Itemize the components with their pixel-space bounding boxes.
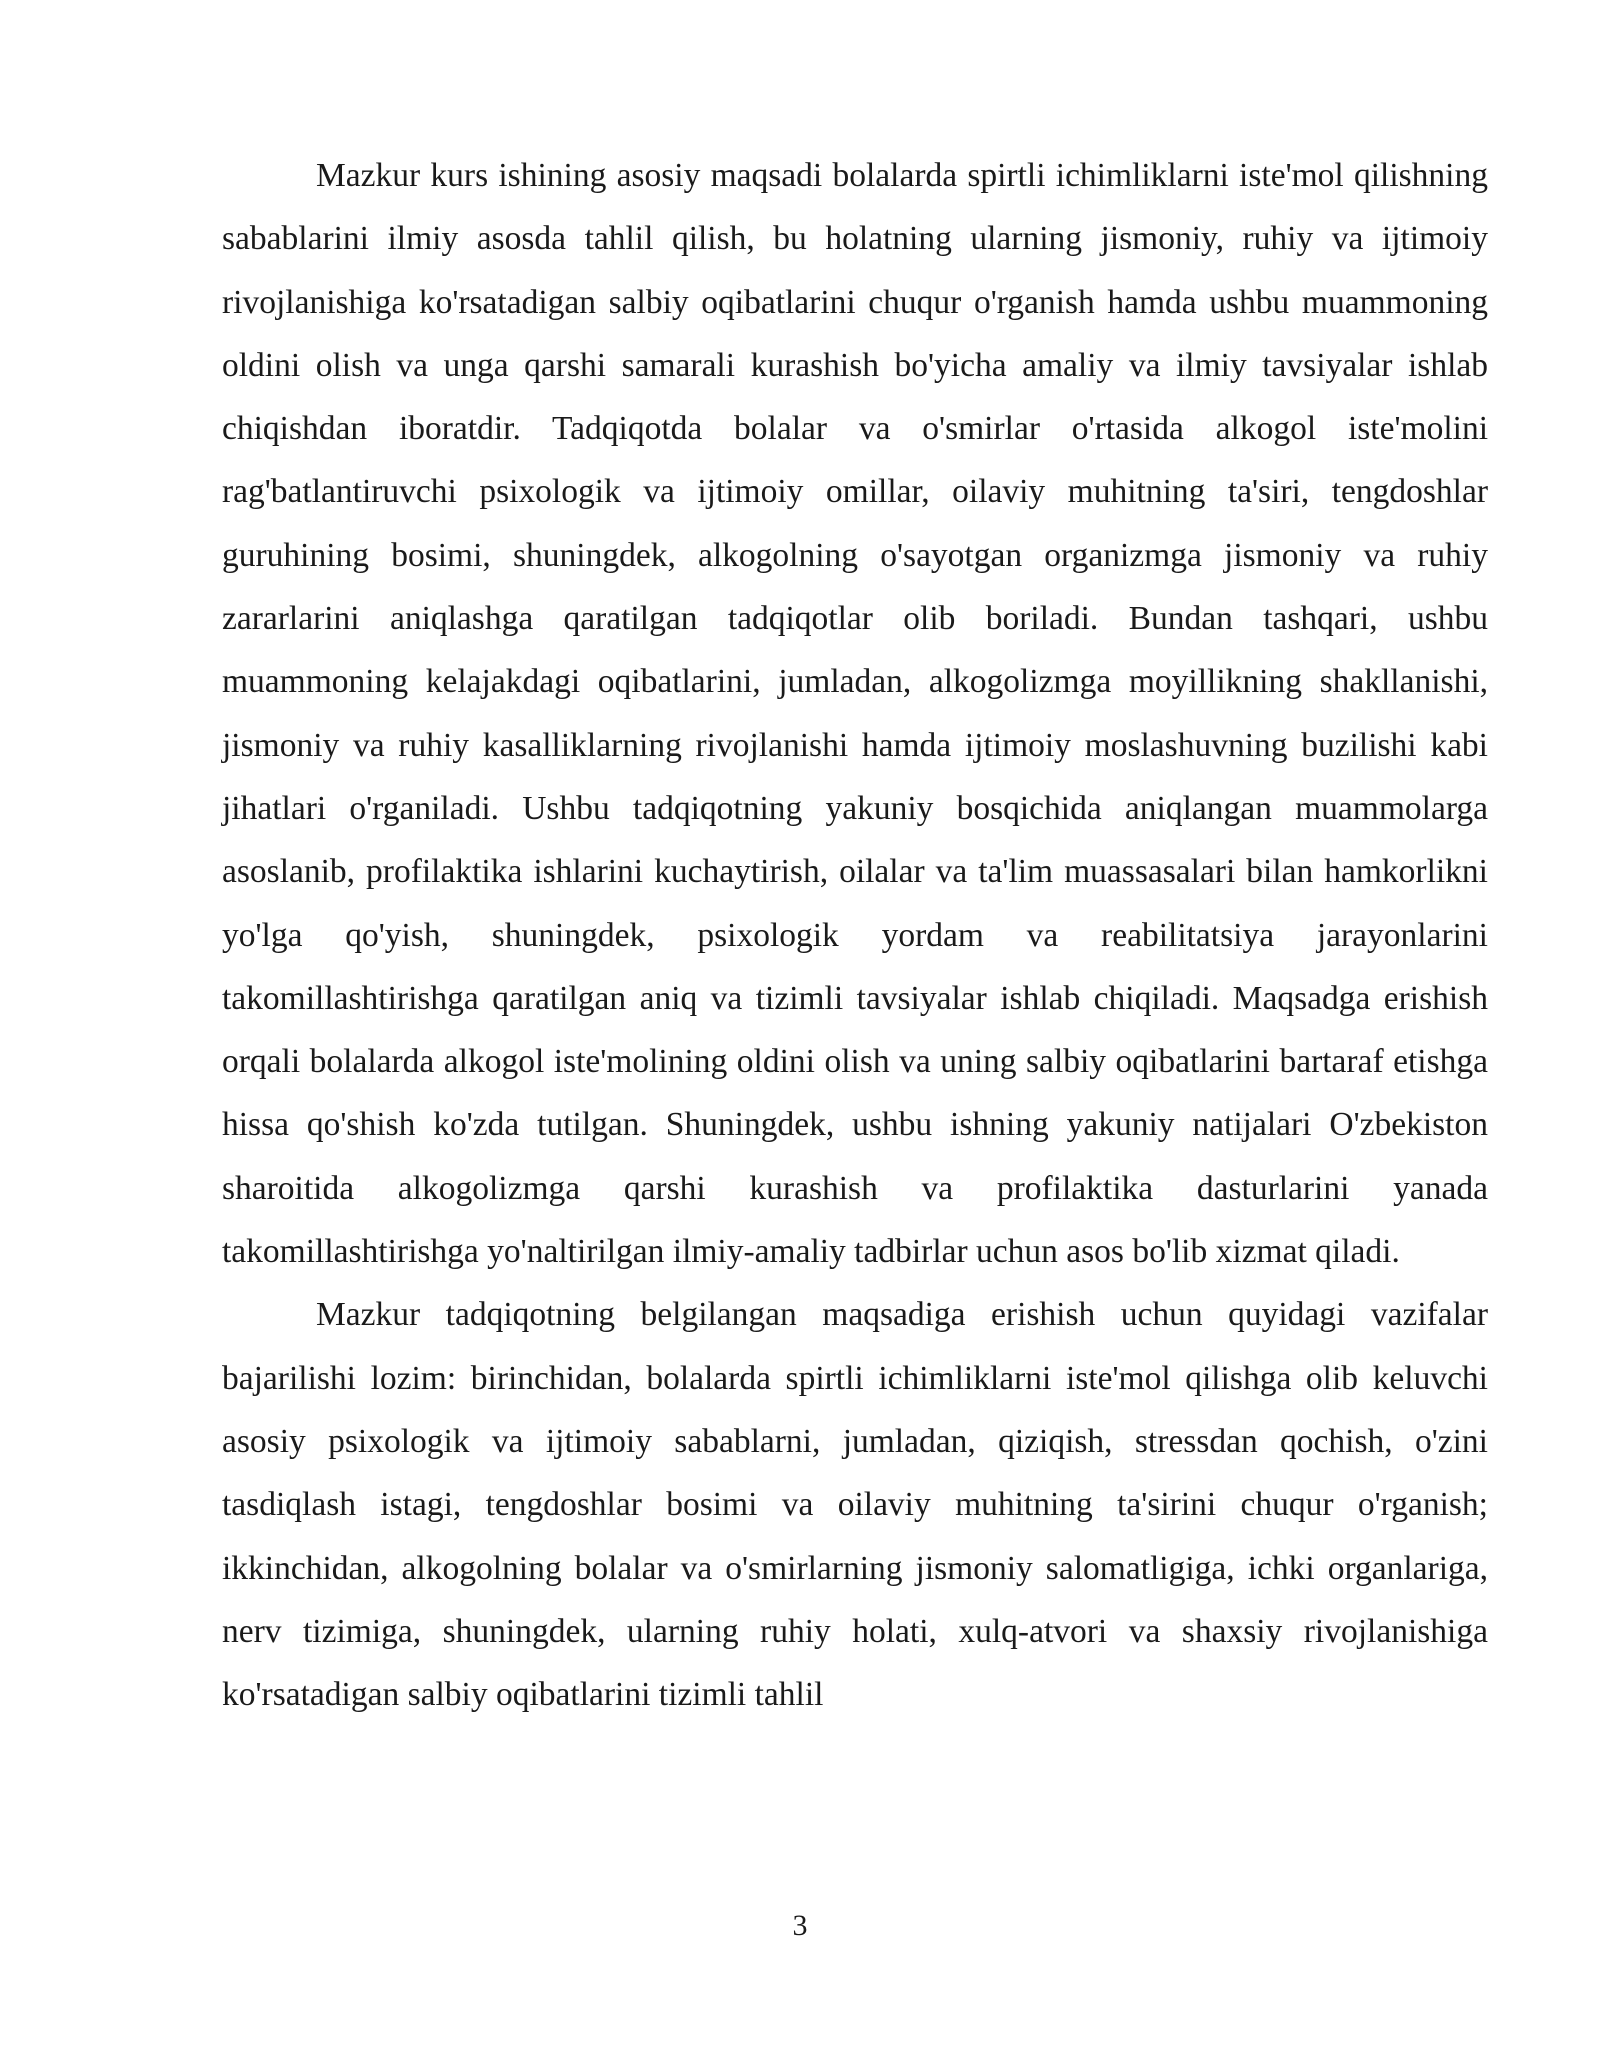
document-body [222, 144, 1488, 1726]
paragraph-tasks: Mazkur tadqiqotning belgilangan maqsadiga erishish uchun quyidagi vazifalar bajarilishi lozim: birinchidan, bolalarda spirtli ichimliklarni iste'mol qilishga olib keluvchi asosiy psixologik va ijtimoiy sabablarni, jumladan, qiziqish, stressdan qochish, o'zini tasdiqlash istagi, tengdoshlar bosimi va oilaviy muhitning ta'sirini chuqur o'rganish; ikkinchidan, alkogolning bolalar va o'smirlarning jismoniy salomatligiga, ichki organlariga, nerv tizimiga, shuningdek, ularning ruhiy holati, xulq-atvori va shaxsiy rivojlanishiga ko'rsatadigan salbiy oqibatlarini tizimli tahlil [222, 1296, 1488, 1714]
paragraph-purpose: Mazkur kurs ishining asosiy maqsadi bolalarda spirtli ichimliklarni iste'mol qilishning sabablarini ilmiy asosda tahlil qilish, bu holatning ularning jismoniy, ruhiy va ijtimoiy rivojlanishiga ko'rsatadigan salbiy oqibatlarini chuqur o'rganish hamda ushbu muammoning oldini olish va unga qarshi samarali kurashish bo'yicha amaliy va ilmiy tavsiyalar ishlab chiqishdan iboratdir. Tadqiqotda bolalar va o'smirlar o'rtasida alkogol iste'molini rag'batlantiruvchi psixologik va ijtimoiy omillar, oilaviy muhitning ta'siri, tengdoshlar guruhining bosimi, shuningdek, alkogolning o'sayotgan organizmga jismoniy va ruhiy zararlarini aniqlashga qaratilgan tadqiqotlar olib boriladi. Bundan tashqari, ushbu muammoning kelajakdagi oqibatlarini, jumladan, alkogolizmga moyillikning shakllanishi, jismoniy va ruhiy kasalliklarning rivojlanishi hamda ijtimoiy moslashuvning buzilishi kabi jihatlari o'rganiladi. Ushbu tadqiqotning yakuniy bosqichida aniqlangan muammolarga asoslanib, profilaktika ishlarini kuchaytirish, oilalar va ta'lim muassasalari bilan hamkorlikni yo'lga qo'yish, shuningdek, psixologik yordam va reabilitatsiya jarayonlarini takomillashtirishga qaratilgan aniq va tizimli tavsiyalar ishlab chiqiladi. Maqsadga erishish orqali bolalarda alkogol iste'molining oldini olish va uning salbiy oqibatlarini bartaraf etishga hissa qo'shish ko'zda tutilgan. Shuningdek, ushbu ishning yakuniy natijalari O'zbekiston sharoitida alkogolizmga qarshi kurashish va profilaktika dasturlarini yanada takomillashtirishga yo'naltirilgan ilmiy-amaliy tadbirlar uchun asos bo'lib xizmat qiladi. [222, 157, 1488, 1271]
page-number: 3 [792, 1909, 808, 1942]
